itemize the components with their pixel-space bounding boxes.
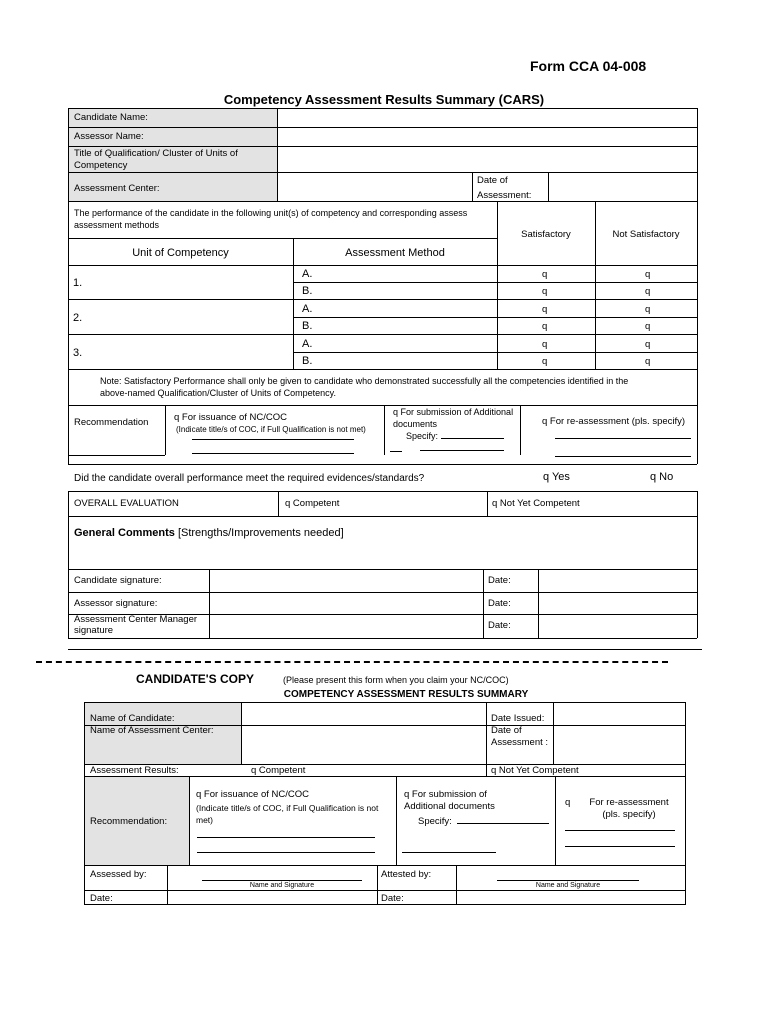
copy-date-label: Date: xyxy=(381,893,404,904)
copy-title: COMPETENCY ASSESSMENT RESULTS SUMMARY xyxy=(283,689,529,700)
satisfactory-note: Note: Satisfactory Performance shall only be given to candidate who demonstrated successfully all the competencies identified in the above-named Qualification/Cluster of Units of Competency. xyxy=(100,376,629,398)
copy-date-of-assessment-field[interactable] xyxy=(557,728,681,761)
copy-competent-option[interactable]: q Competent xyxy=(251,765,306,776)
qualification-field[interactable] xyxy=(281,150,691,169)
assessor-date-field[interactable] xyxy=(542,595,692,612)
copy-name-and-signature: Name and Signature xyxy=(535,882,601,889)
manager-date-field[interactable] xyxy=(542,617,692,636)
method-label: A. xyxy=(302,268,313,280)
assessment-center-field[interactable] xyxy=(281,176,467,198)
competent-option[interactable]: q Competent xyxy=(285,498,340,509)
copy-date-issued-label: Date Issued: xyxy=(491,713,545,724)
submission-option[interactable]: q For submission of Additional documents xyxy=(393,407,514,429)
copy-attested-date-field[interactable] xyxy=(460,892,682,903)
not-satisfactory-checkbox[interactable]: q xyxy=(645,286,651,297)
reassessment-line[interactable] xyxy=(555,438,691,439)
satisfactory-checkbox[interactable]: q xyxy=(542,286,548,297)
unit-number: 3. xyxy=(73,347,83,359)
copy-name-and-signature: Name and Signature xyxy=(249,882,315,889)
copy-attested-by-label: Attested by: xyxy=(381,869,432,880)
method-label: A. xyxy=(302,303,313,315)
date-label: Date: xyxy=(488,598,511,609)
yes-option[interactable]: q Yes xyxy=(543,471,570,483)
specify-line[interactable] xyxy=(390,451,402,452)
reassessment-line[interactable] xyxy=(555,456,691,457)
satisfactory-header: Satisfactory xyxy=(521,229,571,240)
candidate-name-field[interactable] xyxy=(281,111,691,125)
unit-of-competency-header: Unit of Competency xyxy=(132,247,229,259)
copy-submission-option[interactable]: q For submission of Additional documents xyxy=(404,789,495,812)
specify-line[interactable] xyxy=(441,438,504,439)
not-satisfactory-checkbox[interactable]: q xyxy=(645,356,651,367)
overall-question: Did the candidate overall performance meet the required evidences/standards? xyxy=(74,473,425,484)
performance-intro: The performance of the candidate in the following unit(s) of competency and corresponding assess assessment methods xyxy=(74,208,468,230)
not-satisfactory-header: Not Satisfactory xyxy=(612,229,680,240)
copy-specify-line[interactable] xyxy=(402,852,496,853)
satisfactory-checkbox[interactable]: q xyxy=(542,304,548,315)
unit-number: 2. xyxy=(73,312,83,324)
candidate-name-label: Candidate Name: xyxy=(74,112,148,123)
assessment-center-label: Assessment Center: xyxy=(74,183,160,194)
unit-number: 1. xyxy=(73,277,83,289)
nc-coc-line[interactable] xyxy=(192,453,354,454)
satisfactory-checkbox[interactable]: q xyxy=(542,339,548,350)
not-satisfactory-checkbox[interactable]: q xyxy=(645,321,651,332)
general-comments-label: General Comments xyxy=(74,527,175,539)
manager-signature-label: Assessment Center Manager signature xyxy=(74,614,198,636)
reassessment-option[interactable]: q For re-assessment (pls. specify) xyxy=(542,416,686,427)
method-label: B. xyxy=(302,355,313,367)
assessment-method-header: Assessment Method xyxy=(345,247,445,259)
copy-results-label: Assessment Results: xyxy=(90,765,179,776)
assessor-name-field[interactable] xyxy=(281,130,691,144)
nc-coc-option[interactable]: q For issuance of NC/COC xyxy=(174,412,287,423)
copy-nc-coc-line[interactable] xyxy=(197,837,375,838)
copy-name-of-candidate-label: Name of Candidate: xyxy=(90,713,175,724)
qualification-label: Title of Qualification/ Cluster of Units of Competency xyxy=(74,148,238,171)
general-comments-field[interactable] xyxy=(74,541,691,565)
nc-coc-note: (Indicate title/s of COC, if Full Qualification is not met) xyxy=(176,425,366,434)
copy-reassessment-option[interactable]: For re-assessment (pls. specify) xyxy=(589,797,669,820)
satisfactory-checkbox[interactable]: q xyxy=(542,269,548,280)
copy-assessed-date-field[interactable] xyxy=(171,892,373,903)
general-comments-hint: [Strengths/Improvements needed] xyxy=(177,527,344,539)
satisfactory-checkbox[interactable]: q xyxy=(542,356,548,367)
form-number: Form CCA 04-008 xyxy=(530,58,647,74)
specify-label: Specify: xyxy=(406,431,439,441)
copy-date-issued-field[interactable] xyxy=(557,705,681,722)
date-of-assessment-field[interactable] xyxy=(552,176,692,198)
copy-nc-coc-note: (Indicate title/s of COC, if Full Qualification is not met) xyxy=(196,803,379,825)
copy-specify-label: Specify: xyxy=(418,816,452,827)
satisfactory-checkbox[interactable]: q xyxy=(542,321,548,332)
copy-reassessment-line[interactable] xyxy=(565,846,675,847)
copy-specify-line[interactable] xyxy=(457,823,549,824)
copy-instruction: (Please present this form when you claim your NC/COC) xyxy=(283,675,509,685)
date-label: Date: xyxy=(488,620,511,631)
method-label: B. xyxy=(302,285,313,297)
copy-center-name-field[interactable] xyxy=(245,728,482,761)
copy-name-of-center-label: Name of Assessment Center: xyxy=(90,725,214,736)
assessor-signature-field[interactable] xyxy=(213,595,479,612)
not-satisfactory-checkbox[interactable]: q xyxy=(645,269,651,280)
specify-line[interactable] xyxy=(420,450,504,451)
candidate-signature-field[interactable] xyxy=(213,572,479,590)
date-label: Date: xyxy=(488,575,511,586)
date-of-assessment-label: Date of Assessment: xyxy=(477,175,532,201)
form-title: Competency Assessment Results Summary (CARS) xyxy=(223,92,545,107)
copy-candidate-name-field[interactable] xyxy=(245,705,482,722)
not-yet-competent-option[interactable]: q Not Yet Competent xyxy=(492,498,580,509)
copy-date-of-assessment-label: Date of Assessment : xyxy=(491,725,549,748)
copy-reassessment-line[interactable] xyxy=(565,830,675,831)
nc-coc-line[interactable] xyxy=(192,439,354,440)
copy-assessed-by-label: Assessed by: xyxy=(90,869,147,880)
assessor-signature-label: Assessor signature: xyxy=(74,598,158,609)
method-label: B. xyxy=(302,320,313,332)
manager-signature-field[interactable] xyxy=(213,617,479,636)
method-label: A. xyxy=(302,338,313,350)
assessor-name-label: Assessor Name: xyxy=(74,131,144,142)
copy-recommendation-label: Recommendation: xyxy=(90,816,168,827)
copy-not-yet-competent-option[interactable]: q Not Yet Competent xyxy=(491,765,579,776)
copy-nc-coc-option[interactable]: q For issuance of NC/COC xyxy=(196,789,309,800)
copy-reassessment-checkbox[interactable]: q xyxy=(565,797,571,808)
overall-evaluation-label: OVERALL EVALUATION xyxy=(74,498,179,509)
recommendation-label: Recommendation xyxy=(74,417,149,428)
no-option[interactable]: q No xyxy=(650,471,674,483)
not-satisfactory-checkbox[interactable]: q xyxy=(645,339,651,350)
copy-nc-coc-line[interactable] xyxy=(197,852,375,853)
candidate-date-field[interactable] xyxy=(542,572,692,590)
cut-line xyxy=(36,661,668,663)
not-satisfactory-checkbox[interactable]: q xyxy=(645,304,651,315)
copy-heading: CANDIDATE'S COPY xyxy=(136,672,254,686)
candidate-signature-label: Candidate signature: xyxy=(74,575,162,586)
copy-date-label: Date: xyxy=(90,893,113,904)
